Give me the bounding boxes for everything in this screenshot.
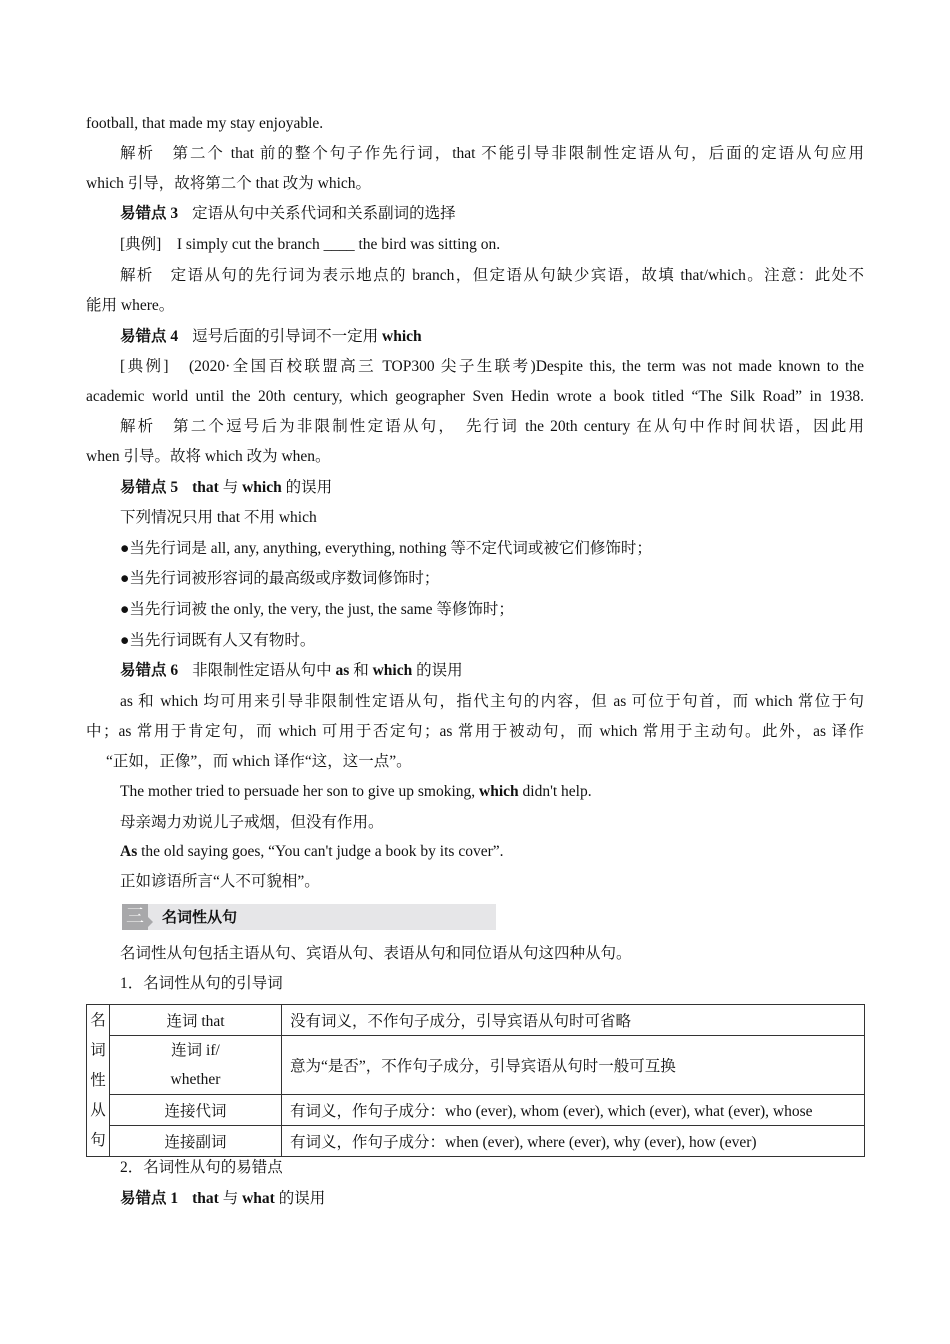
text-line: [典例] I simply cut the branch ____ the bird was sitting on. [120,236,501,253]
label: 从 [90,1101,106,1119]
section-header [122,904,496,930]
text-line: 能用 where。 [86,297,175,314]
text-line: 名词性从句包括主语从句、宾语从句、表语从句和同位语从句这四种从句。 [120,945,632,962]
text-line: football, that made my stay enjoyable. [86,115,324,132]
text-line: 母亲竭力劝说儿子戒烟，但没有作用。 [120,814,384,831]
desc-cell: 意为“是否”，不作句子成分，引导宾语从句时一般可互换 [282,1036,865,1095]
table-row [87,1036,865,1095]
text-line: 解析 定语从句的先行词为表示地点的 branch，但定语从句缺少宾语，故填 that/which。注意：此处不 [120,267,864,284]
text-line: 下列情况只用 that 不用 which [120,509,317,526]
label: 和 [349,662,373,679]
text-line: “正如，正像”，而 which 译作“这，这一点”。 [106,753,412,770]
label: 名 [90,1011,106,1029]
label: 连词 if/ [171,1042,220,1059]
error-point-heading [120,1184,864,1214]
label: which [479,783,519,800]
table-row [87,1095,865,1126]
label: whether [170,1071,221,1088]
example-line [120,837,864,867]
text-line: as 和 which 均可用来引导非限制性定语从句，指代主句的内容，但 as 可位于句首，而 which 常位于句 [120,693,864,710]
side-label [87,1005,110,1157]
label: 与 [218,479,243,496]
text-line: 中；as 常用于肯定句，而 which 可用于否定句；as 常用于被动句，而 which 常用于主动句。此外，as 译作 [86,723,864,740]
label: didn't help. [518,783,592,800]
label: 易错点 3 [120,205,179,222]
label: 定语从句中关系代词和关系副词的选择 [192,205,456,222]
type-cell: 连词 that [110,1005,282,1036]
error-point-heading [120,473,864,503]
label: that [192,479,219,496]
label: which [242,479,282,496]
label: 易错点 4 [120,328,179,345]
label: As [120,843,138,860]
bullet-item: ●当先行词既有人又有物时。 [120,632,316,649]
label: 与 [218,1190,243,1207]
bullet-item: ●当先行词被形容词的最高级或序数词修饰时； [120,570,440,587]
label: 逗号后面的引导词不一定用 [192,328,383,345]
bullet-item: ●当先行词被 the only, the very, the just, the same 等修饰时； [120,601,514,618]
label: which [372,662,413,679]
label: which [382,328,422,345]
text-line: which 引导，故将第二个 that 改为 which。 [86,175,372,192]
error-point-heading [120,656,864,686]
text-line: 正如谚语所言“人不可貌相”。 [120,873,320,890]
text-line: academic world until the 20th century, which geographer Sven Hedin wrote a book titled “The Silk Road” in 1938. [86,388,864,405]
text-line: [典例] (2020·全国百校联盟高三 TOP300 尖子生联考)Despite this, the term was not made known to the [120,358,864,375]
text-line: 解析 第二个 that 前的整个句子作先行词，that 不能引导非限制性定语从句，后面的定语从句应用 [120,145,864,162]
text-line: when 引导。故将 which 改为 when。 [86,448,331,465]
type-cell [110,1036,282,1095]
table-row [87,1005,865,1036]
conjunction-table [86,1004,865,1157]
label: 非限制性定语从句中 [192,662,336,679]
table-row [87,1126,865,1157]
label: 易错点 5 [120,479,179,496]
section-title: 名词性从句 [162,908,238,926]
label: what [242,1190,275,1207]
label: that [192,1190,219,1207]
desc-cell: 有词义，作句子成分：when (ever), where (ever), why (ever), how (ever) [282,1126,865,1157]
text-line: 2．名词性从句的易错点 [120,1159,283,1176]
label: 性 [90,1071,106,1089]
section-number-icon: 三 [122,904,148,930]
label: The mother tried to persuade her son to give up smoking, [120,783,480,800]
type-cell: 连接代词 [110,1095,282,1126]
label: 易错点 6 [120,662,179,679]
label: 的误用 [281,479,333,496]
example-line [120,777,864,807]
label: 的误用 [412,662,463,679]
desc-cell: 没有词义，不作句子成分，引导宾语从句时可省略 [282,1005,865,1036]
bullet-item: ●当先行词是 all, any, anything, everything, nothing 等不定代词或被它们修饰时； [120,540,652,557]
type-cell: 连接副词 [110,1126,282,1157]
label: as [335,662,350,679]
label: 的误用 [274,1190,326,1207]
label: 词 [90,1041,106,1059]
label: 句 [90,1131,106,1149]
error-point-heading [120,322,864,352]
label: 易错点 1 [120,1190,179,1207]
text-line: 解析 第二个逗号后为非限制性定语从句， 先行词 the 20th century 在从句中作时间状语，因此用 [120,418,864,435]
desc-cell: 有词义，作句子成分：who (ever), whom (ever), which (ever), what (ever), whose [282,1095,865,1126]
text-line: 1．名词性从句的引导词 [120,975,283,992]
error-point-heading [120,199,864,229]
label: the old saying goes, “You can't judge a book by its cover”. [137,843,504,860]
